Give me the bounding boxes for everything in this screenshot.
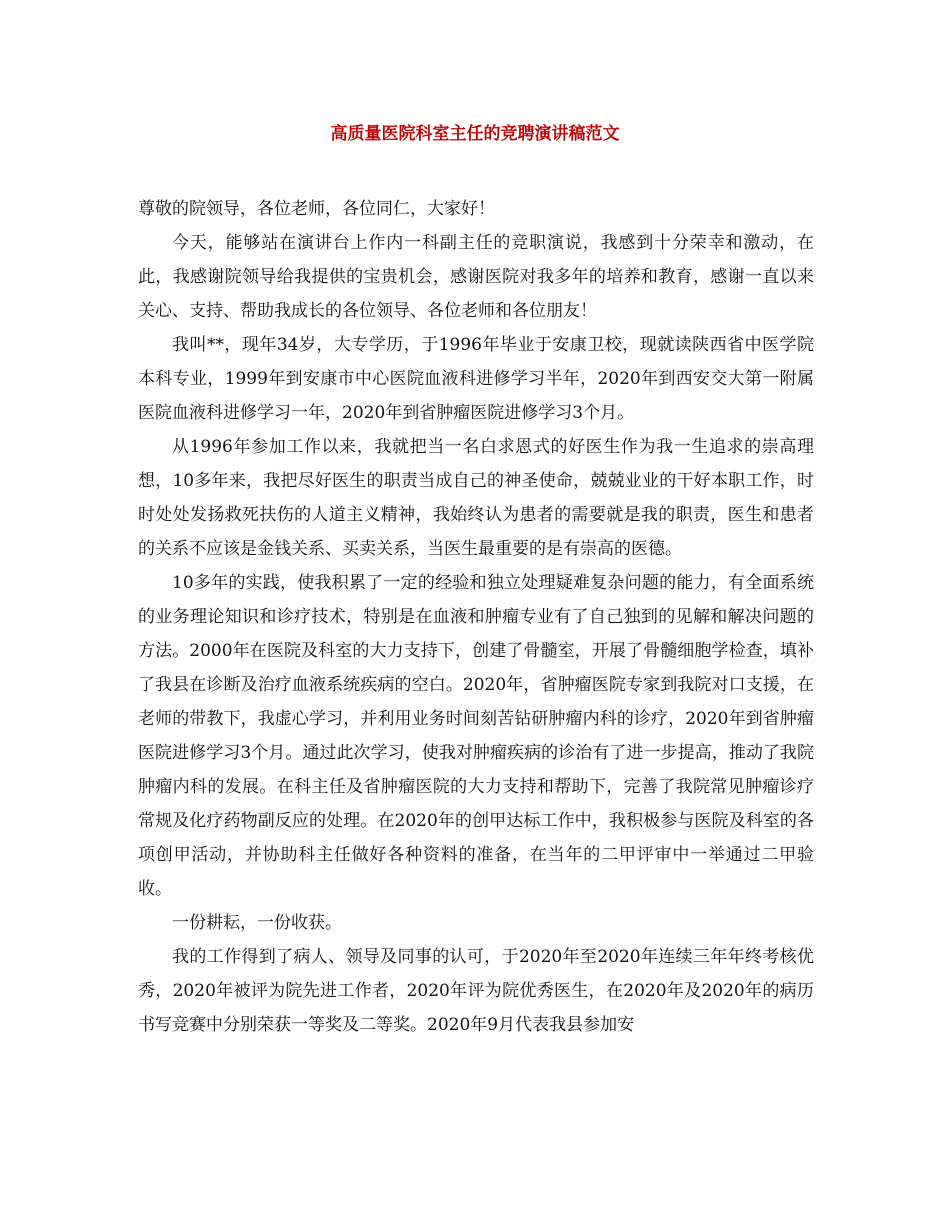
paragraph-recognition: 我的工作得到了病人、领导及同事的认可，于2020年至2020年连续三年年终考核优秀，2020年被评为院先进工作者，2020年评为院优秀医生，在2020年及2020年的病历书写竞赛中分别荣获一等奖及二等奖。2020年9月代表我县参加安 xyxy=(138,947,814,1035)
paragraph-experience: 10多年的实践，使我积累了一定的经验和独立处理疑难复杂问题的能力，有全面系统的业务理论知识和诊疗技术，特别是在血液和肿瘤专业有了自己独到的见解和解决问题的方法。2000年在医院及科室的大力支持下，创建了骨髓室，开展了骨髓细胞学检查，填补了我县在诊断及治疗血液系统疾病的空白。2020年，省肿瘤医院专家到我院对口支援，在老师的带教下，我虚心学习，并利用业务时间刻苦钻研肿瘤内科的诊疗，2020年到省肿瘤医院进修学习3个月。通过此次学习，使我对肿瘤疾病的诊治有了进一步提高，推动了我院肿瘤内科的发展。在科主任及省肿瘤医院的大力支持和帮助下，完善了我院常见肿瘤诊疗常规及化疗药物副反应的处理。在2020年的创甲达标工作中，我积极参与医院及科室的各项创甲活动，并协助科主任做好各种资料的准备，在当年的二甲评审中一举通过二甲验收。 xyxy=(138,573,814,899)
paragraph-harvest: 一份耕耘，一份收获。 xyxy=(172,913,342,933)
document-title: 高质量医院科室主任的竞聘演讲稿范文 xyxy=(330,124,620,144)
paragraph-opening: 今天，能够站在演讲台上作内一科副主任的竞职演说，我感到十分荣幸和激动，在此，我感谢院领导给我提供的宝贵机会，感谢医院对我多年的培养和教育，感谢一直以来关心、支持、帮助我成长的各位领导、各位老师和各位朋友！ xyxy=(138,233,814,321)
greeting-paragraph: 尊敬的院领导，各位老师，各位同仁，大家好！ xyxy=(138,199,495,219)
paragraph-ideals: 从1996年参加工作以来，我就把当一名白求恩式的好医生作为我一生追求的崇高理想，10多年来，我把尽好医生的职责当成自己的神圣使命，兢兢业业的干好本职工作，时时处处发扬救死扶伤的人道主义精神，我始终认为患者的需要就是我的职责，医生和患者的关系不应该是金钱关系、买卖关系，当医生最重要的是有崇高的医德。 xyxy=(138,437,814,559)
paragraph-introduction: 我叫**，现年34岁，大专学历，于1996年毕业于安康卫校，现就读陕西省中医学院本科专业，1999年到安康市中心医院血液科进修学习半年，2020年到西安交大第一附属医院血液科进修学习一年，2020年到省肿瘤医院进修学习3个月。 xyxy=(138,335,814,423)
document-body xyxy=(138,192,814,1042)
